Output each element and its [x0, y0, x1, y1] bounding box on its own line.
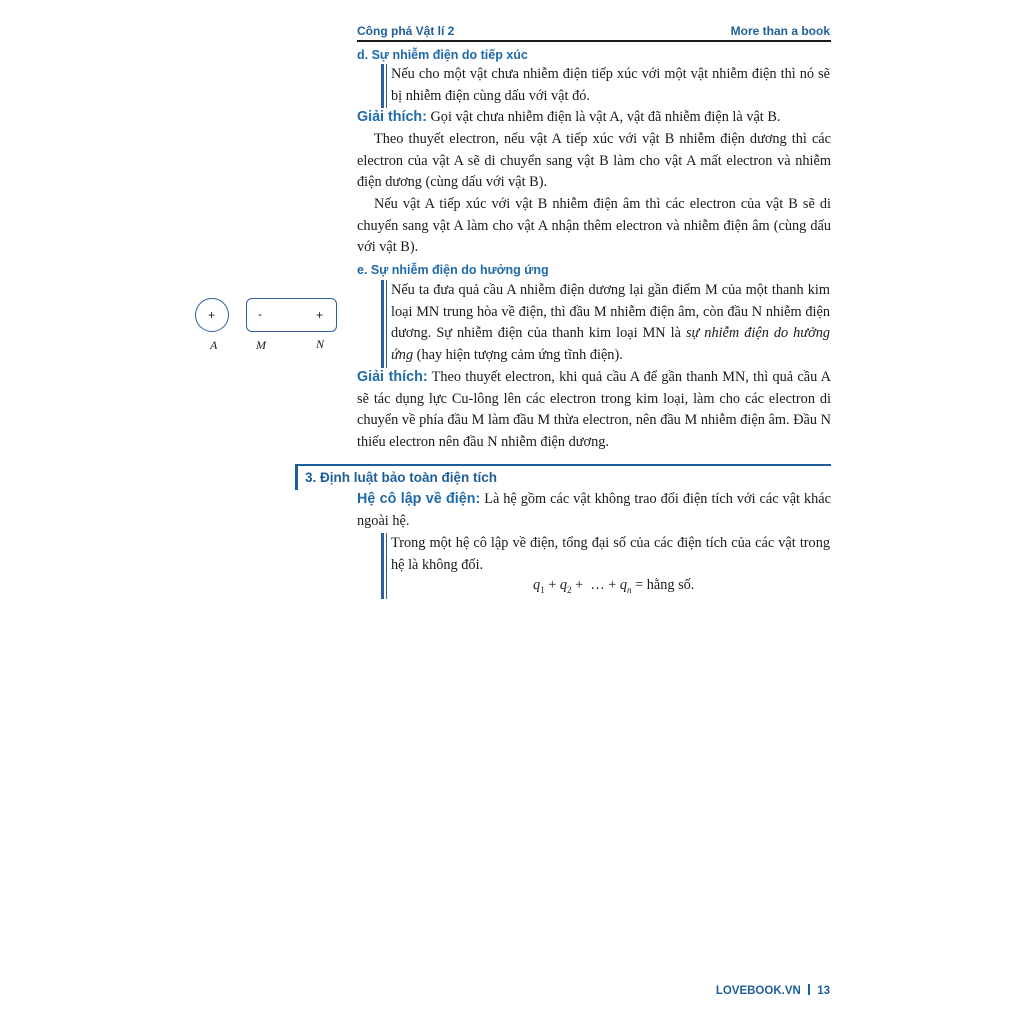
publisher-brand: LOVEBOOK.VN [715, 985, 801, 997]
label-m: M [256, 338, 266, 352]
definition-label: Hệ cô lập về điện: [357, 491, 481, 507]
running-header-slogan: More than a book [730, 24, 830, 38]
formula-result: = hằng số. [635, 577, 695, 593]
quote-bar [381, 280, 384, 368]
section-3-title: 3. Định luật bảo toàn điện tích [305, 470, 498, 485]
explanation-d [357, 107, 831, 129]
quote-contact-charging: Nếu cho một vật chưa nhiễm điện tiếp xúc với một vật nhiễm điện thì nó sẽ bị nhiễm điện cùng dấu với vật đó. [391, 66, 830, 104]
explanation-label: Giải thích: [357, 369, 428, 385]
paragraph-d2: Nếu vật A tiếp xúc với vật B nhiễm điện âm thì các electron của vật B sẽ di chuyển sang vật A làm cho vật A nhận thêm electron và nhiễm điện âm (cùng dấu với vật B). [357, 196, 831, 256]
subsection-title-e: e. Sự nhiễm điện do hưởng ứng [357, 263, 549, 277]
isolated-system-definition [357, 489, 831, 532]
explanation-label: Giải thích: [357, 109, 427, 125]
quote-bar [381, 64, 384, 108]
running-header-title: Công phá Vật lí 2 [357, 24, 455, 38]
induction-diagram [190, 295, 345, 355]
explanation-e [357, 367, 831, 454]
section-3-marker [295, 464, 298, 490]
label-n: N [316, 337, 325, 351]
conservation-law-statement: Trong một hệ cô lập về điện, tổng đại số của các điện tích của các vật trong hệ là không đổi. [391, 535, 830, 573]
charge-conservation-formula: $q_1 + q_2$ + … + $q_n$ = hằng số. [533, 577, 695, 595]
explanation-text: Theo thuyết electron, khi quả cầu A để gần thanh MN, thì quả cầu A sẽ tác dụng lực Cu-lông lên các electron trong kim loại, làm cho các electron di chuyển về phía đầu M làm đầu M thừa electron, nên đầu M nhiễm điện âm. Đầu N thiếu electron nên đầu N nhiễm điện dương. [357, 369, 832, 451]
quote-text-end: (hay hiện tượng cảm ứng tĩnh điện). [413, 347, 623, 364]
footer-divider [808, 984, 810, 995]
header-rule [357, 40, 831, 42]
quote-bar [381, 533, 384, 599]
section-3-rule [298, 464, 831, 466]
quote-induction-charging [391, 280, 830, 367]
sphere-charge-sign: + [208, 308, 216, 322]
rod-end-m-charge-sign: - [258, 307, 262, 321]
page-footer [716, 984, 830, 997]
label-a: A [210, 338, 218, 352]
quote-text: Nếu ta đưa quả cầu A nhiễm điện dương lại gần điểm M của một thanh kim loại MN trung hòa về điện, thì đầu M nhiễm điện âm, còn đầu N nhiễm điện dương. Sự nhiễm điện của thanh kim loại MN là [391, 282, 830, 342]
rod-end-n-charge-sign: + [316, 308, 324, 322]
explanation-text: Gọi vật chưa nhiễm điện là vật A, vật đã nhiễm điện là vật B. [426, 109, 781, 125]
quote-italic-term: sự nhiễm điện do hưởng ứng [391, 325, 830, 364]
page-number: 13 [817, 985, 830, 997]
paragraph-d1: Theo thuyết electron, nếu vật A tiếp xúc với vật B nhiễm điện dương thì các electron của vật A sẽ di chuyển sang vật B làm cho vật A mất electron và nhiễm điện dương (cùng dấu với vật B). [357, 131, 831, 191]
subsection-title-d: d. Sự nhiễm điện do tiếp xúc [357, 48, 528, 62]
definition-text: Là hệ gồm các vật không trao đổi điện tích với các vật khác ngoài hệ. [357, 491, 831, 529]
